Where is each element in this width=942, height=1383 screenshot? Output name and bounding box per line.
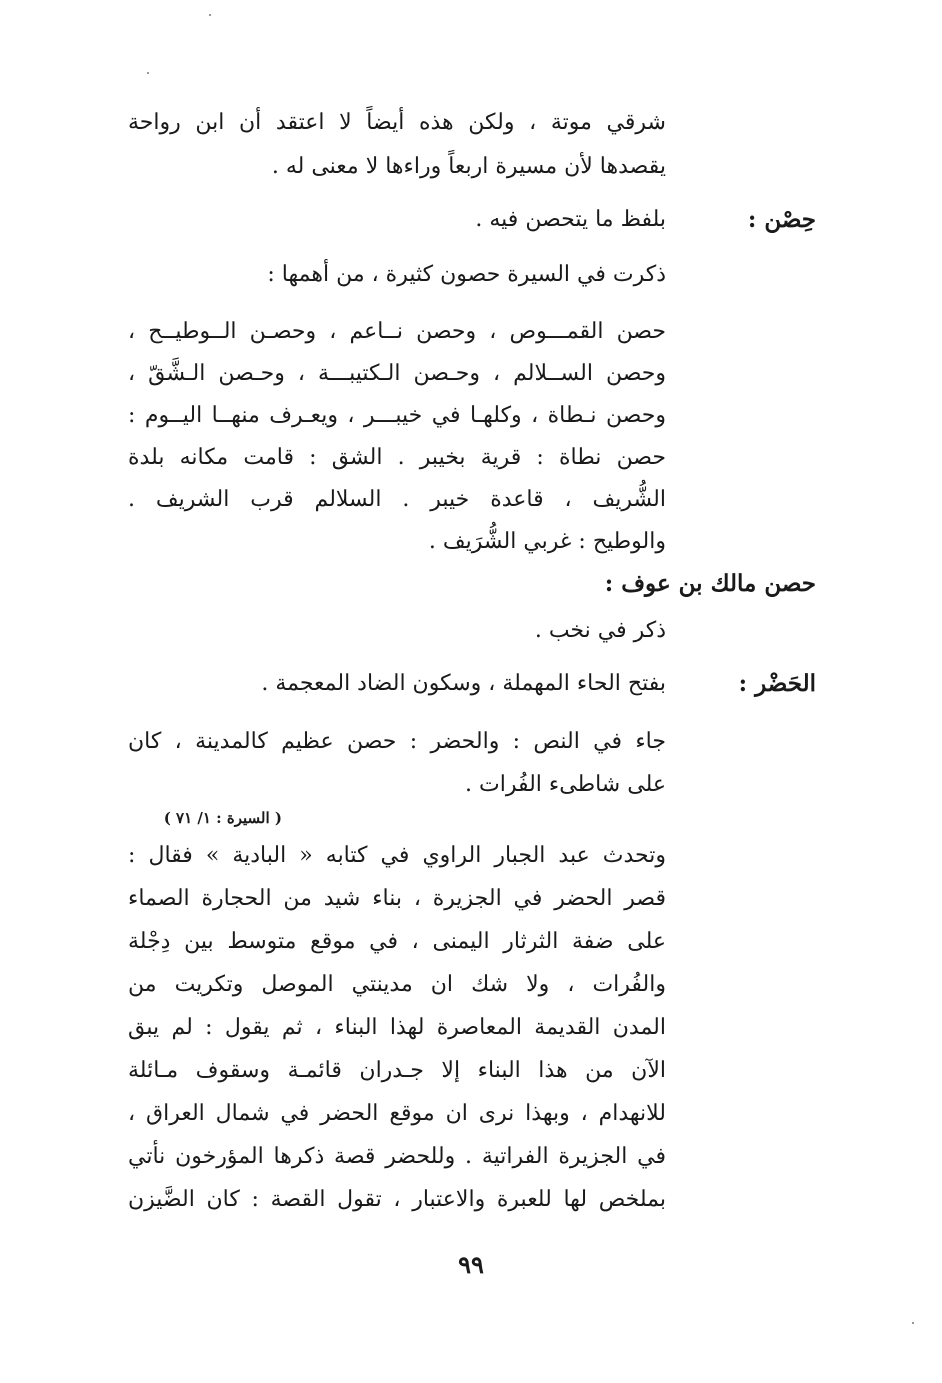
body-line: على شاطىء الفُرات . [465, 772, 666, 797]
source-citation: ( السيرة : ١/ ٧١ ) [163, 809, 282, 827]
entry-definition: بلفظ ما يتحصن فيه . [475, 207, 666, 232]
body-line: حصن القمـــوص ، وحصن نــاعم ، وحصـن الــوطيــح ، [128, 319, 666, 344]
body-line: المدن القديمة المعاصرة لهذا البناء ، ثم يقول : لم يبق [128, 1015, 666, 1040]
entry-headword: الحَضْر : [738, 670, 816, 697]
body-line: على ضفة الثرثار اليمنى ، في موقع متوسط بين دِجْلة [128, 929, 666, 954]
scan-speck [209, 14, 211, 16]
body-line: شرقي موتة ، ولكن هذه أيضاً لا اعتقد أن ابن رواحة [128, 110, 666, 135]
body-line: ذكر في نخب . [534, 618, 666, 643]
entry-headword: حصن مالك بن عوف : [604, 570, 816, 597]
body-line: يقصدها لأن مسيرة اربعاً وراءها لا معنى له . [271, 154, 666, 179]
entry-definition: بفتح الحاء المهملة ، وسكون الضاد المعجمة . [261, 671, 666, 696]
body-line: حصن نطاة : قرية بخيبر . الشق : قامت مكانه بلدة [128, 445, 666, 470]
body-line: جاء في النص : والحضر : حصن عظيم كالمدينة ، كان [128, 729, 666, 754]
body-line: الآن من هذا البناء إلا جـدران قائمـة وسقوف مـائلة [128, 1058, 666, 1083]
scan-speck [912, 1322, 914, 1324]
body-line: في الجزيرة الفراتية . وللحضر قصة ذكرها المؤرخون نأتي [128, 1144, 666, 1169]
body-line: بملخص لها للعبرة والاعتبار ، تقول القصة : كان الضَّيزن [128, 1187, 666, 1212]
scan-speck [147, 72, 149, 74]
entry-headword: حِصْن : [747, 206, 816, 233]
body-line: الشُّريف ، قاعدة خيبر . السلالم قرب الشريف . [128, 487, 666, 512]
body-line: ذكرت في السيرة حصون كثيرة ، من أهمها : [267, 262, 666, 287]
body-line: للانهدام ، وبهذا نرى ان موقع الحضر في شمال العراق ، [128, 1101, 666, 1126]
body-line: قصر الحضر في الجزيرة ، بناء شيد من الحجارة الصماء [128, 886, 666, 911]
body-line: والوطيح : غربي الشُّرَيف . [428, 529, 666, 554]
body-line: والفُرات ، ولا شك ان مدينتي الموصل وتكريت من [128, 972, 666, 997]
body-line: وحصن نـطاة ، وكلهـا في خيبـــر ، ويعـرف منهــا اليــوم : [128, 403, 666, 428]
page-number: ٩٩ [458, 1250, 484, 1279]
body-line: وتحدث عبد الجبار الراوي في كتابه « البادية » فقال : [128, 843, 666, 868]
body-line: وحصن الســلالم ، وحـصن الـكتيبـــة ، وحـصن الـشَّقّ ، [128, 361, 666, 386]
